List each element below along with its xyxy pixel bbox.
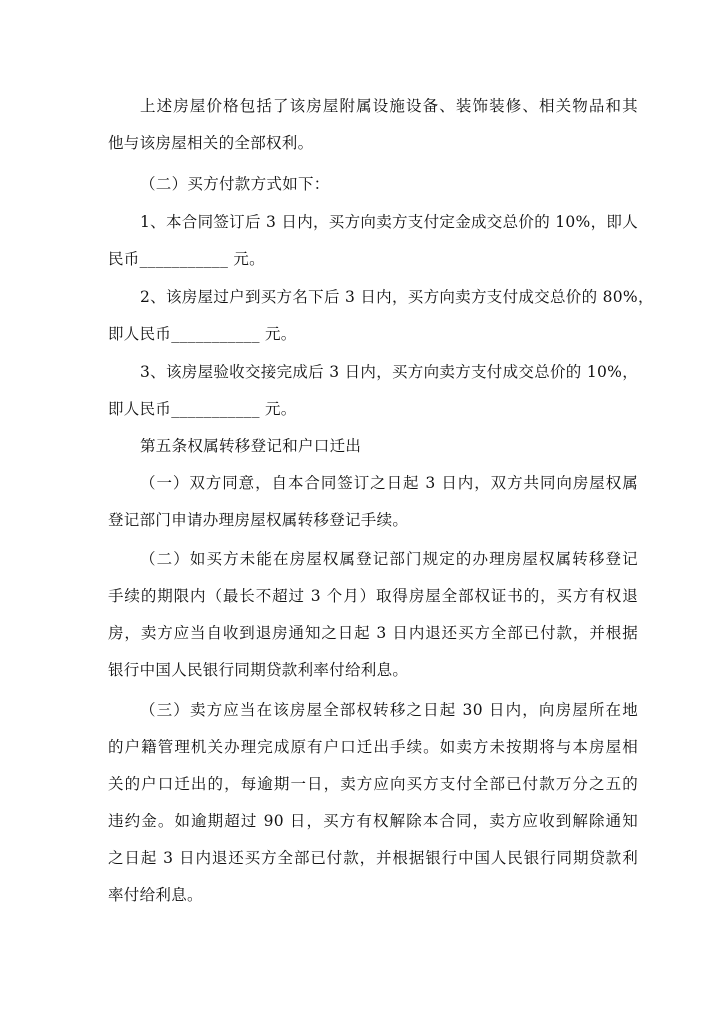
- paragraph-line: 他与该房屋相关的全部权利。: [108, 134, 314, 152]
- paragraph-line: 之日起 3 日内退还买方全部已付款，并根据银行中国人民银行同期贷款利: [108, 849, 638, 867]
- paragraph-line: 上述房屋价格包括了该房屋附属设施设备、装饰装修、相关物品和其: [140, 97, 638, 115]
- article-heading: 第五条权属转移登记和户口迁出: [140, 437, 362, 455]
- paragraph-line: 手续的期限内（最长不超过 3 个月）取得房屋全部权证书的，买方有权退: [108, 587, 638, 605]
- paragraph-line: 3、该房屋验收交接完成后 3 日内，买方向卖方支付成交总价的 10%，: [140, 363, 638, 381]
- paragraph-line: 登记部门申请办理房屋权属转移登记手续。: [108, 511, 409, 529]
- paragraph-line: 房，卖方应当自收到退房通知之日起 3 日内退还买方全部已付款，并根据: [108, 624, 638, 642]
- paragraph-line: 民币___________ 元。: [108, 250, 265, 268]
- paragraph-line: （二）如买方未能在房屋权属登记部门规定的办理房屋权属转移登记: [140, 550, 638, 568]
- section-heading: （二）买方付款方式如下：: [140, 175, 330, 193]
- paragraph-line: 即人民币___________ 元。: [108, 325, 297, 343]
- paragraph-line: 的户籍管理机关办理完成原有户口迁出手续。如卖方未按期将与本房屋相: [108, 738, 638, 756]
- paragraph-line: 关的户口迁出的，每逾期一日，卖方应向买方支付全部已付款万分之五的: [108, 775, 638, 793]
- paragraph-line: 违约金。如逾期超过 90 日，买方有权解除本合同，卖方应收到解除通知: [108, 812, 638, 830]
- paragraph-line: 银行中国人民银行同期贷款利率付给利息。: [108, 661, 409, 679]
- paragraph-line: （三）卖方应当在该房屋全部权转移之日起 30 日内，向房屋所在地: [140, 701, 638, 719]
- paragraph-line: 2、该房屋过户到买方名下后 3 日内，买方向卖方支付成交总价的 80%，: [140, 288, 654, 306]
- paragraph-line: 率付给利息。: [108, 886, 203, 904]
- paragraph-line: 即人民币___________ 元。: [108, 400, 297, 418]
- paragraph-line: （一）双方同意，自本合同签订之日起 3 日内，双方共同向房屋权属: [140, 474, 638, 492]
- paragraph-line: 1、本合同签订后 3 日内，买方向卖方支付定金成交总价的 10%，即人: [140, 213, 638, 231]
